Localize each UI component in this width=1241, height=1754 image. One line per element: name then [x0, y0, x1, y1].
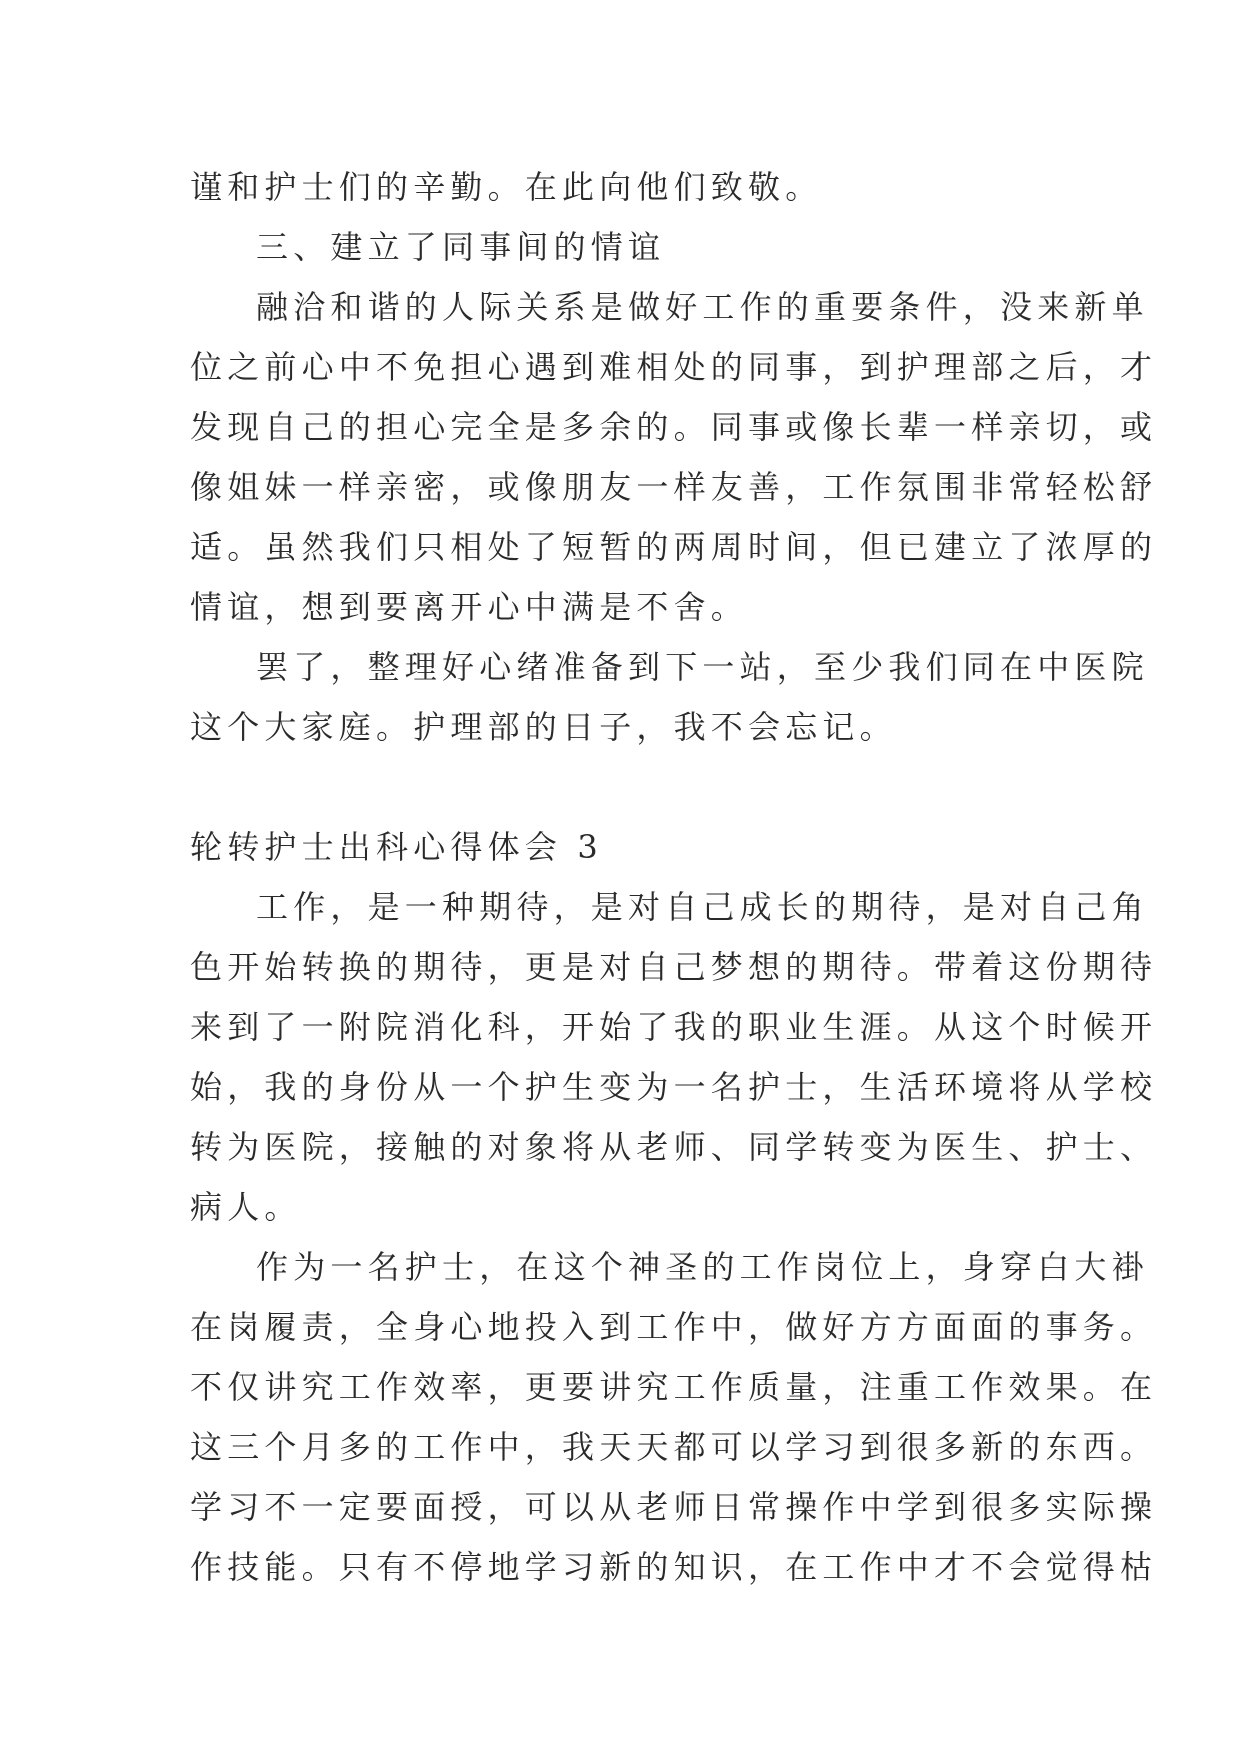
paragraph — [190, 637, 1149, 757]
paragraph-line: 在岗履责，全身心地投入到工作中，做好方方面面的事务。 — [190, 1308, 1158, 1346]
paragraph-line: 像姐妹一样亲密，或像朋友一样友善，工作氛围非常轻松舒 — [190, 468, 1158, 506]
document-page — [190, 157, 1158, 1597]
paragraph-line: 工作，是一种期待，是对自己成长的期待，是对自己角 — [256, 888, 1149, 926]
section-spacer — [190, 757, 1050, 817]
paragraph-line: 谨和护士们的辛勤。在此向他们致敬。 — [190, 168, 823, 206]
paragraph-line: 位之前心中不免担心遇到难相处的同事，到护理部之后，才 — [190, 348, 1158, 386]
paragraph-line: 罢了，整理好心绪准备到下一站，至少我们同在中医院 — [256, 648, 1149, 686]
paragraph-line: 作为一名护士，在这个神圣的工作岗位上，身穿白大褂 — [256, 1248, 1149, 1286]
paragraph-line: 学习不一定要面授，可以从老师日常操作中学到很多实际操 — [190, 1488, 1158, 1526]
paragraph-line: 适。虽然我们只相处了短暂的两周时间，但已建立了浓厚的 — [190, 528, 1158, 566]
paragraph-line: 病人。 — [190, 1188, 302, 1226]
paragraph-line: 来到了一附院消化科，开始了我的职业生涯。从这个时候开 — [190, 1008, 1158, 1046]
paragraph-line: 作技能。只有不停地学习新的知识，在工作中才不会觉得枯 — [190, 1548, 1158, 1586]
essay-title: 轮转护士出科心得体会 3 — [190, 828, 603, 866]
paragraph — [190, 1237, 1158, 1597]
section-heading: 三、建立了同事间的情谊 — [256, 228, 666, 266]
paragraph-line: 发现自己的担心完全是多余的。同事或像长辈一样亲切，或 — [190, 408, 1158, 446]
paragraph-line: 情谊，想到要离开心中满是不舍。 — [190, 588, 749, 626]
paragraph-line: 这个大家庭。护理部的日子，我不会忘记。 — [190, 708, 897, 746]
paragraph-line: 融洽和谐的人际关系是做好工作的重要条件，没来新单 — [256, 288, 1149, 326]
paragraph-line: 这三个月多的工作中，我天天都可以学习到很多新的东西。 — [190, 1428, 1158, 1466]
paragraph-line: 始，我的身份从一个护生变为一名护士，生活环境将从学校 — [190, 1068, 1158, 1106]
paragraph-line: 转为医院，接触的对象将从老师、同学转变为医生、护士、 — [190, 1128, 1158, 1166]
paragraph-line: 不仅讲究工作效率，更要讲究工作质量，注重工作效果。在 — [190, 1368, 1158, 1406]
paragraph — [190, 877, 1158, 1237]
paragraph — [190, 277, 1158, 637]
paragraph-line: 色开始转换的期待，更是对自己梦想的期待。带着这份期待 — [190, 948, 1158, 986]
